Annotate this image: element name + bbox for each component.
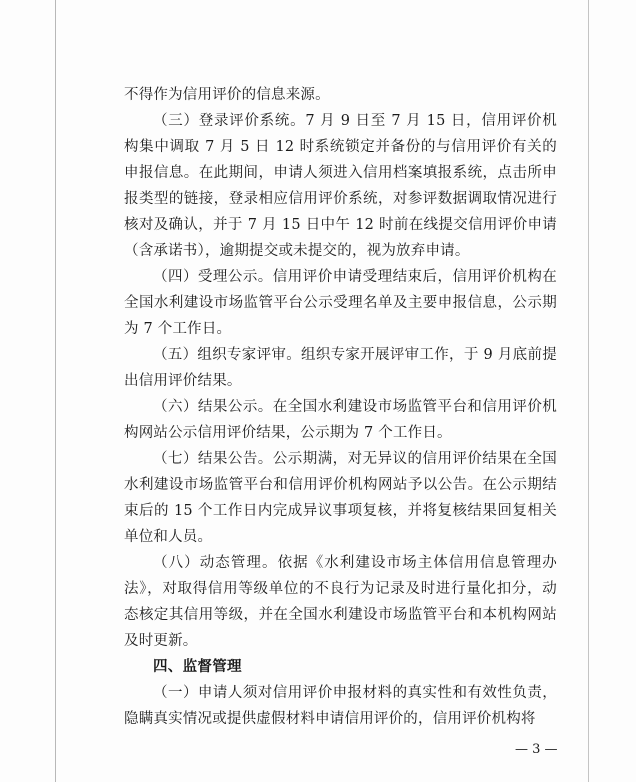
section-heading-supervision: 四、监督管理 [153, 659, 242, 675]
paragraph-continuation: 不得作为信用评价的信息来源。 [124, 87, 330, 103]
page-number: — 3 — [515, 742, 558, 757]
page-left-edge [55, 0, 56, 782]
paragraph-acceptance-notice: （四）受理公示。信用评价申请受理结束后，信用评价机构在全国水利建设市场监管平台公示受理名单及主要申报信息，公示期为 7 个工作日。 [124, 269, 557, 337]
paragraph-expert-review: （五）组织专家评审。组织专家开展评审工作，于 9 月底前提出信用评价结果。 [124, 347, 557, 389]
paragraph-login-system: （三）登录评价系统。7 月 9 日至 7 月 15 日，信用评价机构集中调取 7 月 5 日 12 时系统锁定并备份的与信用评价有关的申报信息。在此期间，申请人须进入信用档案填报系统，点击所申报类型的链接，登录相应信用评价系统，对参评数据调取情况进行核对及确认，并于 7 月 15 日中午 12 时前在线提交信用评价申请（含承诺书），逾期提交或未提交的，视为放弃申请。 [124, 113, 557, 259]
paragraph-applicant-responsibility: （一）申请人须对信用评价申报材料的真实性和有效性负责，隐瞒真实情况或提供虚假材料申请信用评价的，信用评价机构将 [124, 685, 557, 727]
document-body [124, 82, 557, 732]
page-right-edge [588, 0, 589, 782]
paragraph-result-announcement: （七）结果公告。公示期满，对无异议的信用评价结果在全国水利建设市场监管平台和信用评价机构网站予以公告。在公示期结束后的 15 个工作日内完成异议事项复核，并将复核结果回复相关单位和人员。 [124, 451, 557, 545]
paragraph-result-publicity: （六）结果公示。在全国水利建设市场监管平台和信用评价机构网站公示信用评价结果，公示期为 7 个工作日。 [124, 399, 557, 441]
paragraph-dynamic-management: （八）动态管理。依据《水利建设市场主体信用信息管理办法》，对取得信用等级单位的不良行为记录及时进行量化扣分，动态核定其信用等级，并在全国水利建设市场监管平台和本机构网站及时更新。 [124, 555, 557, 649]
